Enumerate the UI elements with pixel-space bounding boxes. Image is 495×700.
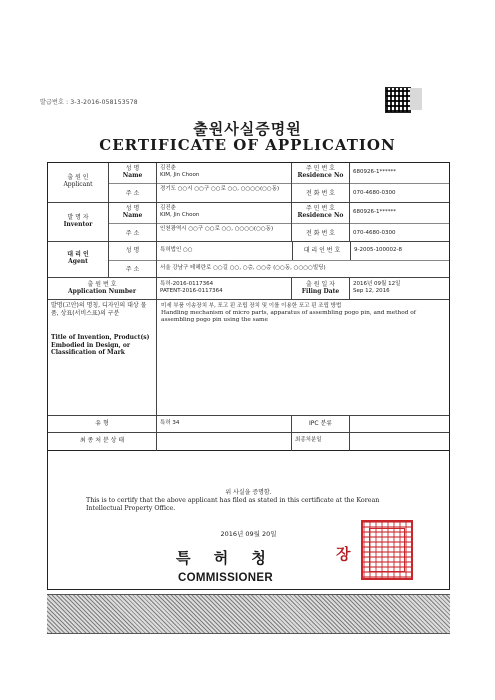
title-english: CERTIFICATE OF APPLICATION [99,136,396,154]
agent-label-kr: 대 리 인 [67,251,89,258]
filing-date-label-kr: 출 원 일 자 [306,281,335,288]
invention-title-label [48,300,156,416]
applicant-residence-label-en: Residence No [297,172,344,179]
inventor-address-label: 주 소 [109,223,156,243]
agent-code-label: 대 리 인 번 호 [292,242,351,260]
title-korean: 출원사실증명원 [193,120,302,138]
filing-date-label [291,278,349,300]
inventor-field-labels [108,203,156,242]
inventor-residence-label [292,203,349,223]
filing-date-value [349,278,449,300]
inventor-name-value: 김진춘 KIM, Jin Choon [160,205,200,218]
applicant-residence-label-kr: 주 민 번 호 [306,165,335,172]
applicant-row [48,163,449,202]
status-date-value [349,433,449,451]
application-form-table [47,162,450,451]
inventor-label [48,203,108,242]
inventor-values [156,203,291,242]
ipc-value [349,416,449,433]
inventor-name-label [109,203,156,223]
status-value [156,433,291,451]
invention-title-label-kr: 발명(고안)의 명칭, 디자인의 대상 물품, 상표(서비스표)의 구분 [51,302,147,317]
inventor-residence-label-en: Residence No [297,212,344,219]
inventor-phone-value: 070-4680-0300 [350,223,449,243]
inventor-phone-label: 전 화 번 호 [292,223,349,243]
applicant-field-labels [108,163,156,202]
invention-title-kr: 미세 부품 이송장치 부, 포고 핀 조립 장치 및 이를 이용한 포고 핀 조립 방법 [161,303,342,309]
inventor-label-kr: 발 명 자 [67,214,89,221]
ipc-label: IPC 분류 [291,416,349,433]
issue-number: 발급번호 : 3-3-2016-058153578 [40,99,138,106]
commissioner-label: COMMISSIONER [178,572,273,584]
filing-date-en: Sep 12, 2016 [353,287,390,294]
agent-field-labels [108,242,156,278]
seal-inner-border [369,528,405,572]
status-date-label: 최종처분일 [291,433,349,451]
applicant-right-values [349,163,449,202]
application-number-label-kr: 출 원 번 호 [87,281,117,288]
agent-name-label: 성 명 [125,247,140,254]
invention-title-label-en: Title of Invention, Product(s) Embodied in Design, or Classification of Mark [51,334,150,356]
inventor-address-value: 인천광역시 ○○구 ○○로 ○○, ○○○○(○○동) [157,223,291,243]
applicant-name-value: 김진춘 KIM, Jin Choon [160,165,200,178]
issue-date: 2016년 09월 20일 [220,530,277,538]
inventor-right-values [349,203,449,242]
applicant-address-value: 경기도 ○○시 ○○구 ○○로 ○○, ○○○○(○○동) [157,183,291,203]
application-number-en: PATENT-2016-0117364 [160,287,223,294]
filing-date-label-en: Filing Date [301,288,340,295]
agent-address-value: 서울 강남구 테헤란로 ○○길 ○○, ○층, ○○층 (○○동, ○○○○빌딩) [157,260,449,278]
application-number-value [156,278,291,300]
applicant-label [48,163,108,202]
application-number-label [48,278,156,300]
agent-row [48,241,449,278]
qr-code [385,87,411,113]
agent-values [156,242,449,278]
invention-title-row [48,299,449,416]
barcode-panel [410,88,422,110]
status-label: 최 종 처 분 상 태 [79,437,125,444]
inventor-row [48,202,449,242]
applicant-values [156,163,291,202]
inventor-name-label-en: Name [122,212,143,219]
certification-block [47,451,450,590]
applicant-right-labels [291,163,349,202]
inventor-name-label-kr: 성 명 [125,205,140,212]
applicant-label-en: Applicant [63,181,93,188]
agent-name-block [157,242,449,260]
application-number-kr: 특허-2016-0117364 [160,281,214,287]
office-name-kr: 특 허 청 [176,549,275,567]
inventor-residence-label-kr: 주 민 번 호 [306,205,335,212]
type-label: 유 형 [95,420,109,427]
agent-label [48,242,108,278]
application-number-label-en: Application Number [67,288,137,295]
agent-code-value: 9-2005-100002-8 [350,242,449,260]
applicant-residence-label [292,163,349,183]
invention-title-value [156,300,449,416]
type-value: 특허 34 [156,416,291,433]
applicant-name-label [109,163,156,183]
certify-statement-kr: 위 사실을 증명함. [225,489,272,496]
inventor-right-labels [291,203,349,242]
application-number-row [48,277,449,300]
applicant-residence-value: 680926-1****** [353,169,396,175]
certify-statement-en: This is to certify that the above applicant has filed as stated in this certificate at the Korean Intellectual Property Office. [86,497,380,512]
applicant-name-label-kr: 성 명 [125,165,140,172]
applicant-label-kr: 출 원 인 [67,174,89,181]
invention-title-en: Handling mechanism of micro parts, apparatus of assembling pogo pin, and method of assembling pogo pin using the same [161,310,416,323]
applicant-phone-value: 070-4680-0300 [350,183,449,203]
seal-signature-char: 장 [336,545,351,563]
official-seal-stamp [361,520,413,580]
applicant-name-label-en: Name [122,172,143,179]
agent-address-label: 주 소 [109,260,156,278]
type-row [48,415,449,433]
inventor-residence-value: 680926-1****** [353,209,396,215]
agent-label-en: Agent [68,258,88,265]
applicant-address-label: 주 소 [109,183,156,203]
security-pattern-band [47,594,450,634]
status-row [48,432,449,451]
filing-date-kr: 2016년 09월 12일 [353,281,401,287]
agent-name-value: 특허법인 ○○ [160,247,193,253]
inventor-label-en: Inventor [63,221,93,228]
applicant-phone-label: 전 화 번 호 [292,183,349,203]
